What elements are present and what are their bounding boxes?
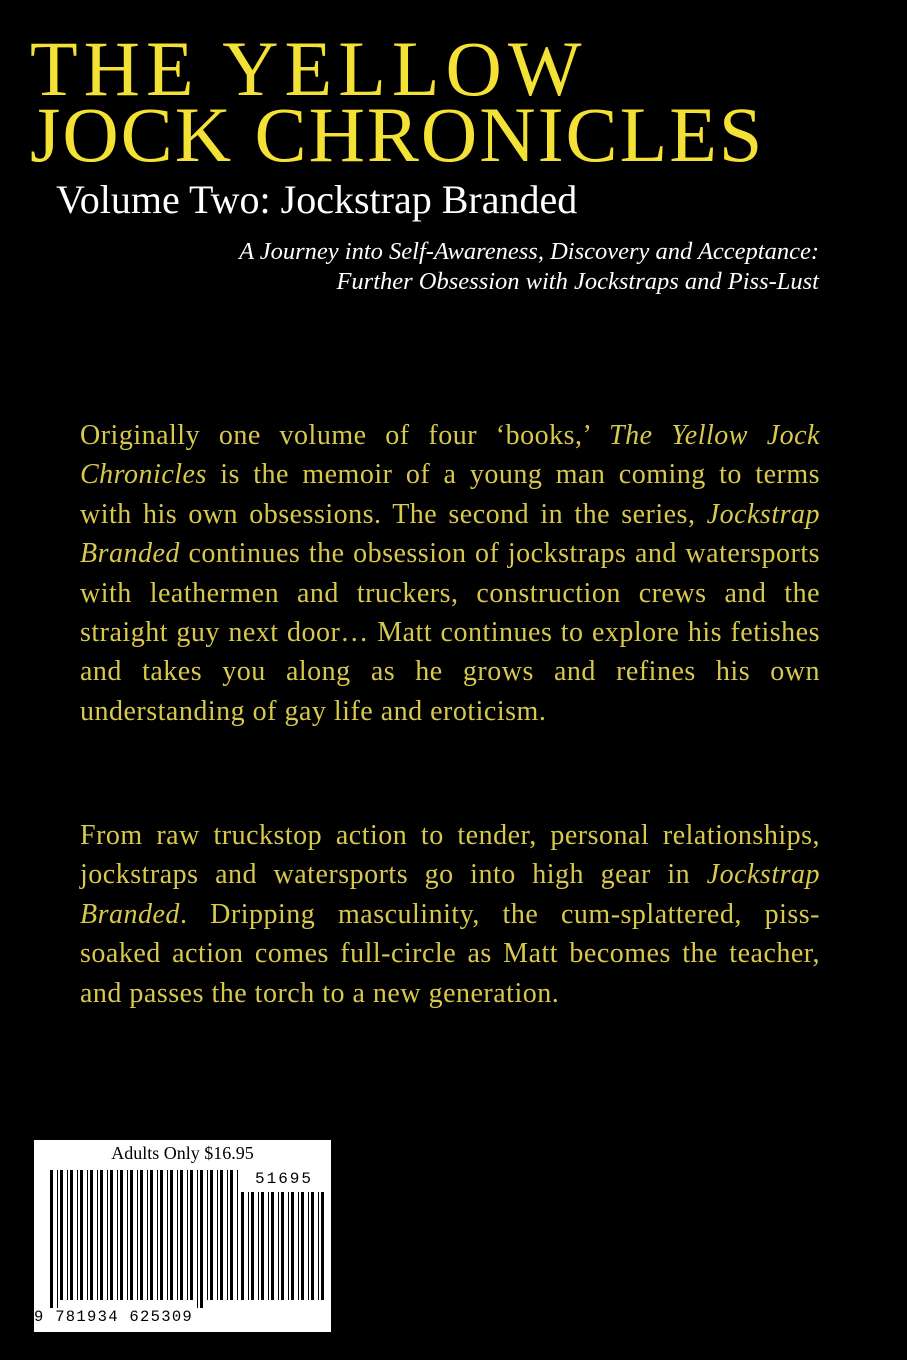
price-code: 51695 (254, 1170, 313, 1188)
barcode-stripe (288, 1192, 289, 1300)
barcode-stripe (97, 1170, 98, 1300)
blurb-text: From raw truckstop action to tender, personal relationships, jockstraps and watersports go into high gear in (80, 820, 820, 891)
barcode-stripe (298, 1192, 299, 1300)
barcode-stripe (117, 1170, 118, 1300)
book-title-line-1: THE YELLOW (30, 25, 588, 112)
barcode-stripe (187, 1170, 188, 1300)
blurb-text: Originally one volume of four ‘books,’ (80, 420, 610, 451)
barcode-box (34, 1140, 331, 1332)
isbn-barcode (50, 1170, 240, 1308)
blurb-text: . Dripping masculinity, the cum-splattered, piss-soaked action comes full-circle as Matt becomes the teacher, and passes the torch to a new generation. (80, 898, 820, 1009)
barcode-stripe (110, 1170, 113, 1300)
barcode-stripe (80, 1170, 83, 1300)
barcode-stripe (241, 1192, 244, 1300)
barcode-stripe (278, 1192, 279, 1300)
isbn-number: 9 781934 625309 (34, 1308, 194, 1326)
blurb-paragraph-1 (80, 416, 820, 731)
barcode-stripe (197, 1170, 198, 1308)
barcode-stripe (217, 1170, 218, 1300)
barcode-stripe (321, 1192, 324, 1300)
barcode-stripe (180, 1170, 183, 1300)
barcode-stripe (308, 1192, 309, 1300)
blurb-text: continues the obsession of jockstraps and watersports with leathermen and truckers, construction crews and the straight guy next door… Matt continues to explore his fetishes and takes you along as he grows and refines his own understanding of gay life and eroticism. (80, 538, 820, 727)
barcode-stripe (318, 1192, 319, 1300)
barcode-stripe (90, 1170, 93, 1300)
barcode-stripe (258, 1192, 259, 1300)
tagline-line-1: A Journey into Self-Awareness, Discovery and Acceptance: (239, 238, 819, 265)
barcode-stripe (268, 1192, 269, 1300)
blurb-paragraph-2 (80, 816, 820, 1013)
barcode-stripe (150, 1170, 153, 1300)
tagline-line-2: Further Obsession with Jockstraps and Piss-Lust (336, 268, 819, 295)
volume-subtitle: Volume Two: Jockstrap Branded (56, 177, 578, 222)
barcode-stripe (60, 1170, 63, 1300)
barcode-stripe (301, 1192, 304, 1300)
barcode-stripe (251, 1192, 254, 1300)
barcode-stripe (237, 1170, 238, 1300)
barcode-stripe (190, 1170, 193, 1300)
barcode-stripe (177, 1170, 178, 1300)
barcode-stripe (70, 1170, 73, 1300)
barcode-stripe (77, 1170, 78, 1300)
barcode-stripe (227, 1170, 228, 1300)
barcode-stripe (50, 1170, 53, 1308)
barcode-stripe (57, 1170, 58, 1308)
barcode-stripe (200, 1170, 203, 1308)
barcode-stripe (271, 1192, 274, 1300)
barcode-stripe (120, 1170, 123, 1300)
barcode-stripe (127, 1170, 128, 1300)
barcode-stripe (67, 1170, 68, 1300)
price-label: Adults Only $16.95 (111, 1143, 254, 1163)
barcode-stripe (137, 1170, 138, 1300)
barcode-stripe (311, 1192, 314, 1300)
barcode-stripe (220, 1170, 223, 1300)
barcode-stripe (157, 1170, 158, 1300)
tagline (239, 237, 819, 297)
series-title-italic: The Yellow Jock Chronicles (80, 420, 820, 491)
book-title-line-2: JOCK CHRONICLES (30, 91, 765, 178)
barcode-stripe (87, 1170, 88, 1300)
barcode-stripe (107, 1170, 108, 1300)
barcode-stripe (248, 1192, 249, 1300)
barcode-stripe (230, 1170, 233, 1300)
barcode-stripe (170, 1170, 173, 1300)
barcode-stripe (291, 1192, 294, 1300)
barcode-stripe (210, 1170, 213, 1300)
barcode-stripe (130, 1170, 133, 1300)
barcode-stripe (140, 1170, 143, 1300)
barcode-stripe (261, 1192, 264, 1300)
barcode-stripe (160, 1170, 163, 1300)
barcode-stripe (281, 1192, 284, 1300)
book-title-italic: Jockstrap Branded (80, 498, 820, 570)
barcode-stripe (207, 1170, 208, 1300)
book-title-italic: Jockstrap Branded (80, 859, 820, 930)
price-barcode (241, 1192, 327, 1308)
barcode-stripe (167, 1170, 168, 1300)
barcode-stripe (100, 1170, 103, 1300)
blurb-text: is the memoir of a young man coming to terms with his own obsessions. The second in the series, (80, 459, 820, 530)
barcode-stripe (147, 1170, 148, 1300)
